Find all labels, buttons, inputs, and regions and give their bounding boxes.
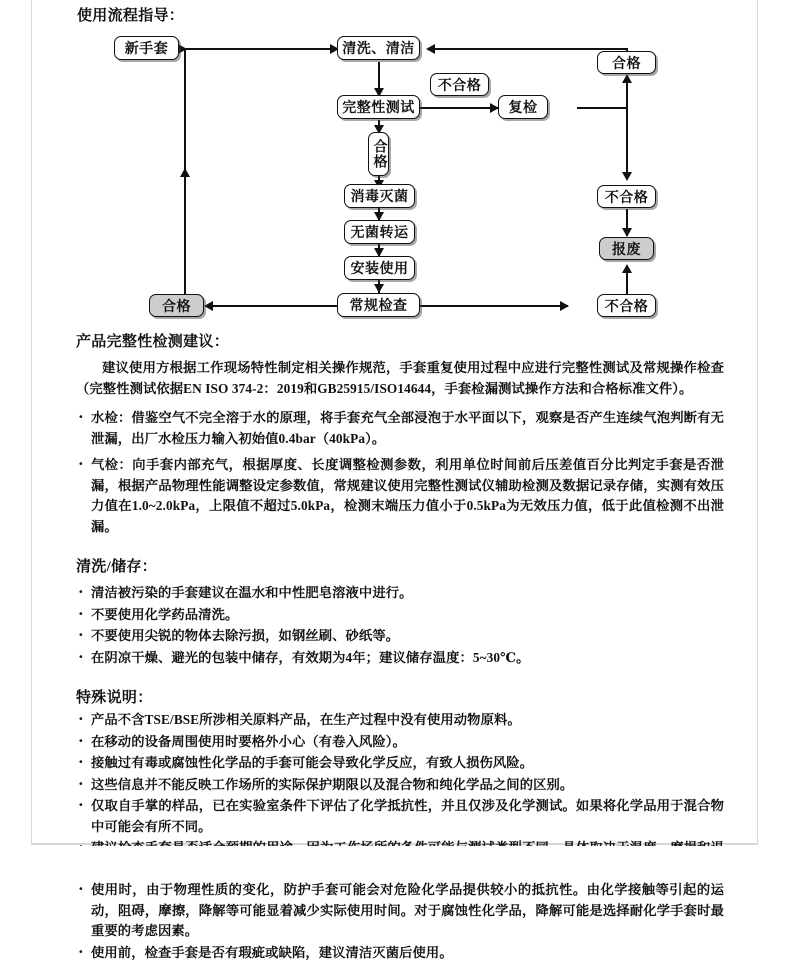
section-integrity bbox=[76, 330, 724, 537]
flow-node-recheck[interactable] bbox=[498, 95, 548, 119]
flow-node-pass-bottom-left[interactable] bbox=[149, 294, 204, 317]
line-routine-to-pass bbox=[207, 305, 339, 307]
flow-node-fail-right-lower[interactable] bbox=[597, 294, 656, 317]
arrow-riser-up bbox=[180, 168, 190, 177]
arrow-routine-to-fail bbox=[560, 301, 569, 311]
flow-node-wash-clean[interactable] bbox=[337, 36, 420, 60]
flow-node-install-use[interactable] bbox=[344, 256, 415, 280]
flow-node-label: 不合格 bbox=[604, 190, 649, 206]
list-item: · 产品不含TSE/BSE所涉相关原料产品，在生产过程中没有使用动物原料。 bbox=[76, 710, 724, 731]
list-item: · 仅取自手掌的样品，已在实验室条件下评估了化学抵抗性，并且仅涉及化学测试。如果将化学品用于混合物中可能会有所不同。 bbox=[76, 796, 724, 837]
list-item: · 使用前，检查手套是否有瑕疵或缺陷，建议清洁灭菌后使用。 bbox=[76, 943, 724, 964]
flow-node-label: 常规检查 bbox=[349, 299, 408, 314]
list-item: · 水检：借鉴空气不完全溶于水的原理，将手套充气全部浸泡于水平面以下，观察是否产生连续气泡判断有无泄漏，出厂水检压力输入初始值0.4bar（40kPa）。 bbox=[76, 408, 724, 449]
arrow-recheck-up bbox=[622, 74, 632, 83]
flow-node-pass-top-right[interactable] bbox=[597, 51, 656, 74]
line-passtr-to-wash bbox=[429, 48, 628, 50]
list-item: · 接触过有毒或腐蚀性化学品的手套可能会导致化学反应，有致人损伤风险。 bbox=[76, 753, 724, 774]
flow-node-label: 合格 bbox=[371, 139, 387, 169]
flow-node-label: 清洗、清洁 bbox=[342, 42, 415, 57]
flow-node-routine-check[interactable] bbox=[337, 293, 420, 317]
line-routine-to-fail bbox=[418, 305, 568, 307]
arrow-faillower-to-scrap bbox=[622, 264, 632, 273]
flow-node-label: 不合格 bbox=[604, 299, 649, 315]
list-item: · 使用时，由于物理性质的变化，防护手套可能会对危险化学品提供较小的抵抗性。由化学接触等引起的运动，阻碍，摩擦，降解等可能显着减少实际使用时间。对于腐蚀性化学品，降解可能是选择耐化学手套时最重要的考虑因素。 bbox=[76, 880, 724, 942]
flow-node-pass-vertical[interactable] bbox=[368, 132, 389, 176]
flow-node-scrap[interactable] bbox=[599, 237, 654, 260]
flow-node-fail-right-upper[interactable] bbox=[597, 185, 656, 208]
line-newgloves-to-wash bbox=[178, 48, 339, 50]
flow-node-integrity-test[interactable] bbox=[337, 95, 420, 119]
flow-node-label: 完整性测试 bbox=[342, 101, 415, 116]
list-item: · 清洁被污染的手套建议在温水和中性肥皂溶液中进行。 bbox=[76, 583, 724, 604]
cleaning-bullet-list bbox=[76, 583, 724, 668]
special-bullet-list bbox=[76, 710, 724, 963]
section-heading-integrity: 产品完整性检测建议： bbox=[76, 334, 230, 350]
flow-node-sterile-transfer[interactable] bbox=[344, 220, 415, 244]
process-flowchart bbox=[32, 0, 759, 330]
flow-node-label: 不合格 bbox=[437, 78, 482, 94]
integrity-bullet-list bbox=[76, 408, 724, 537]
integrity-intro-paragraph: 建议使用方根据工作现场特性制定相关操作规范，手套重复使用过程中应进行完整性测试及常规操作检查（完整性测试依据EN ISO 374-2：2019和GB25915/ISO14644，手套检漏测试操作方法和合格标准文件）。 bbox=[76, 360, 724, 396]
list-item: · 在阴凉干燥、避光的包装中储存，有效期为4年；建议储存温度：5~30℃。 bbox=[76, 648, 724, 669]
list-item: · 气检：向手套内部充气，根据厚度、长度调整检测参数，利用单位时间前后压差值百分比判定手套是否泄漏，根据产品物理性能调整设定参数值，常规建议使用完整性测试仪辅助检测及数据记录存储，实测有效压力值在1.0~2.0kPa，上限值不超过5.0kPa，检测末端压力值小于0.5kPa为无效压力值，低于此值检测不出泄漏。 bbox=[76, 455, 724, 537]
arrow-routine-to-pass bbox=[204, 301, 213, 311]
flow-node-new-gloves[interactable] bbox=[114, 36, 179, 60]
flow-node-label: 安装使用 bbox=[350, 262, 409, 277]
flow-node-label: 无菌转运 bbox=[350, 226, 409, 241]
section-heading-cleaning: 清洗/储存： bbox=[76, 559, 157, 575]
section-heading-special: 特殊说明： bbox=[76, 690, 153, 706]
flow-node-label: 复检 bbox=[508, 101, 538, 116]
arrow-newgloves-out bbox=[178, 44, 187, 54]
page-background-below bbox=[0, 846, 790, 876]
line-recheck-to-failupper bbox=[626, 107, 628, 179]
flow-node-label: 报废 bbox=[612, 242, 641, 258]
line-test-to-recheck bbox=[418, 107, 498, 109]
flow-node-disinfect[interactable] bbox=[344, 184, 415, 208]
spacer bbox=[76, 538, 724, 555]
section-cleaning bbox=[76, 555, 724, 668]
list-item: · 不要使用化学药品清洗。 bbox=[76, 605, 724, 626]
flow-node-label: 消毒灭菌 bbox=[350, 190, 409, 205]
arrow-failupper-to-scrap bbox=[622, 228, 632, 237]
flow-node-label: 合格 bbox=[162, 299, 191, 315]
line-recheck-riser bbox=[626, 80, 628, 108]
flow-node-fail-label[interactable] bbox=[430, 73, 489, 96]
list-item: · 不要使用尖锐的物体去除污损，如钢丝刷、砂纸等。 bbox=[76, 626, 724, 647]
flow-node-label: 新手套 bbox=[124, 42, 169, 57]
flow-node-label: 合格 bbox=[612, 56, 641, 72]
spacer bbox=[76, 669, 724, 686]
section-special bbox=[76, 686, 724, 963]
arrow-recheck-to-failupper bbox=[622, 172, 632, 181]
arrow-passtr-to-wash bbox=[426, 44, 435, 54]
document-page bbox=[31, 0, 758, 960]
line-recheck-out bbox=[577, 107, 628, 109]
list-item: · 在移动的设备周围使用时要格外小心（有卷入风险）。 bbox=[76, 732, 724, 753]
arrow-install-to-routine bbox=[374, 284, 384, 293]
flowchart-title: 使用流程指导： bbox=[77, 8, 185, 24]
list-item: · 这些信息并不能反映工作场所的实际保护期限以及混合物和纯化学品之间的区别。 bbox=[76, 775, 724, 796]
